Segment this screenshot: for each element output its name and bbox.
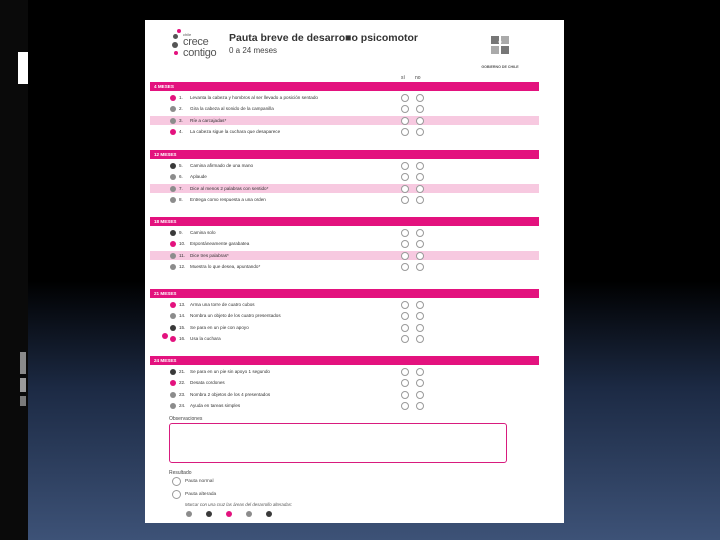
item-number: 5. [179, 162, 183, 168]
areas-note: Marcar con una cruz las áreas del desarrollo alteradas: [185, 502, 293, 507]
milestone-row [150, 367, 539, 376]
item-text: Ríe a carcajadas* [190, 117, 227, 123]
option-normal-label: Pauta normal [185, 479, 214, 484]
item-text: Arma una torre de cuatro cubos [190, 301, 255, 307]
item-text: Levanta la cabeza y hombros al ser llevado a posición sentado [190, 94, 318, 100]
milestone-row [150, 323, 539, 332]
item-text: Camina afirmado de una mano [190, 162, 254, 168]
answer-si-radio[interactable] [401, 185, 409, 193]
answer-no-radio[interactable] [416, 312, 424, 320]
answer-si-radio[interactable] [401, 128, 409, 136]
column-no-label: no [415, 75, 421, 81]
section-header: 4 MESES [150, 82, 539, 91]
milestone-row [150, 93, 539, 102]
item-number: 22. [179, 380, 186, 385]
milestone-row [150, 128, 539, 137]
item-text: Nombra 2 objetos de los 4 presentados [190, 391, 271, 397]
item-number: 1. [179, 94, 183, 100]
government-seal [480, 34, 520, 76]
area-icon [170, 106, 176, 112]
answer-si-radio[interactable] [401, 301, 409, 309]
milestone-row [150, 402, 539, 411]
answer-si-radio[interactable] [401, 391, 409, 399]
milestone-row [150, 161, 539, 170]
answer-no-radio[interactable] [416, 229, 424, 237]
answer-no-radio[interactable] [416, 196, 424, 204]
page-title: Pauta breve de desarro■o psicomotor [229, 32, 418, 44]
item-number: 16. [179, 336, 186, 341]
answer-si-radio[interactable] [401, 335, 409, 343]
observaciones-field[interactable] [169, 423, 507, 463]
answer-si-radio[interactable] [401, 379, 409, 387]
slide-accent-2 [20, 378, 26, 392]
milestone-row [150, 240, 539, 249]
item-number: 9. [179, 229, 183, 235]
area-icon [170, 174, 176, 180]
answer-no-radio[interactable] [416, 324, 424, 332]
area-icon [170, 197, 176, 203]
item-text: Entrega como respuesta a una orden [190, 197, 266, 202]
area-icon [170, 380, 176, 386]
area-icon [170, 186, 176, 192]
item-number: 12. [179, 264, 186, 269]
answer-si-radio[interactable] [401, 94, 409, 102]
answer-no-radio[interactable] [416, 128, 424, 136]
item-number: 21. [179, 368, 186, 374]
option-alterada-radio[interactable] [172, 490, 181, 499]
answer-no-radio[interactable] [416, 117, 424, 125]
item-number: 24. [179, 403, 186, 408]
answer-no-radio[interactable] [416, 301, 424, 309]
resultado-label: Resultado [169, 470, 192, 476]
area-icon [170, 264, 176, 270]
chile-crece-contigo-logo [171, 26, 229, 66]
legend-icon-5[interactable] [266, 511, 272, 517]
section-header: 21 MESES [150, 289, 539, 298]
slide-side-bar [0, 0, 28, 540]
answer-no-radio[interactable] [416, 391, 424, 399]
logo-small-text: chile [183, 32, 192, 37]
item-text: Gira la cabeza al sonido de la campanilla [190, 106, 274, 111]
item-number: 14. [179, 313, 186, 318]
answer-si-radio[interactable] [401, 105, 409, 113]
area-icon [170, 403, 176, 409]
item-text: Dice tres palabras* [190, 252, 229, 258]
area-icon [170, 129, 176, 135]
item-number: 11. [179, 252, 186, 258]
slide-accent-1 [20, 352, 26, 374]
section-header: 12 MESES [150, 150, 539, 159]
area-icon [170, 369, 176, 375]
slide-accent-3 [20, 396, 26, 406]
milestone-row [150, 390, 539, 399]
answer-si-radio[interactable] [401, 263, 409, 271]
item-text: Nombra un objeto de los cuatro presentados [190, 313, 281, 318]
logo-line-2: contigo [183, 47, 217, 59]
page-subtitle: 0 a 24 meses [229, 46, 278, 55]
answer-si-radio[interactable] [401, 117, 409, 125]
option-alterada-label: Pauta alterada [185, 492, 217, 497]
milestone-row [150, 228, 539, 237]
answer-no-radio[interactable] [416, 335, 424, 343]
answer-si-radio[interactable] [401, 240, 409, 248]
legend-icon-3[interactable] [226, 511, 232, 517]
answer-si-radio[interactable] [401, 252, 409, 260]
answer-si-radio[interactable] [401, 229, 409, 237]
item-text: Se para en un pie con apoyo [190, 324, 249, 330]
item-text: Camina solo [190, 229, 216, 235]
answer-no-radio[interactable] [416, 263, 424, 271]
answer-si-radio[interactable] [401, 312, 409, 320]
item-text: Ayuda en tareas simples [190, 403, 241, 408]
answer-no-radio[interactable] [416, 162, 424, 170]
answer-no-radio[interactable] [416, 240, 424, 248]
area-icon [170, 253, 176, 259]
item-number: 8. [179, 197, 183, 202]
item-text: Usa la cuchara [190, 336, 221, 341]
area-marker-icon [162, 333, 168, 339]
observaciones-label: Observaciones [169, 416, 203, 422]
item-number: 10. [179, 241, 186, 246]
item-number: 13. [179, 301, 186, 307]
document-page [145, 20, 564, 523]
milestone-row [150, 196, 539, 205]
legend-icon-4[interactable] [246, 511, 252, 517]
answer-si-radio[interactable] [401, 196, 409, 204]
item-text: Se para en un pie sin apoyo 1 segundo [190, 368, 270, 374]
milestone-row [150, 105, 539, 114]
answer-no-radio[interactable] [416, 252, 424, 260]
area-icon [170, 336, 176, 342]
item-number: 3. [179, 117, 183, 123]
area-icon [170, 302, 176, 308]
legend-icon-2[interactable] [206, 511, 212, 517]
item-text: Espontáneamente garabatea [190, 241, 250, 246]
slide-marker [18, 52, 28, 84]
milestone-row [150, 379, 539, 388]
area-icon [170, 392, 176, 398]
milestone-row [150, 335, 539, 344]
item-text: Desata cordones [190, 380, 225, 385]
legend-icon-1[interactable] [186, 511, 192, 517]
answer-no-radio[interactable] [416, 105, 424, 113]
item-number: 6. [179, 174, 183, 179]
item-text: Dice al menos 2 palabras con sentido* [190, 185, 269, 191]
area-icon [170, 313, 176, 319]
answer-no-radio[interactable] [416, 94, 424, 102]
area-icon [170, 325, 176, 331]
column-si-label: sí [401, 75, 405, 81]
area-icon [170, 118, 176, 124]
area-icon [170, 95, 176, 101]
answer-no-radio[interactable] [416, 402, 424, 410]
milestone-row [150, 300, 539, 309]
answer-si-radio[interactable] [401, 402, 409, 410]
item-number: 23. [179, 391, 186, 397]
answer-no-radio[interactable] [416, 173, 424, 181]
answer-si-radio[interactable] [401, 173, 409, 181]
milestone-row [150, 116, 539, 125]
milestone-row [150, 312, 539, 321]
milestone-row [150, 251, 539, 260]
option-normal-radio[interactable] [172, 477, 181, 486]
milestone-row [150, 173, 539, 182]
item-text: La cabeza sigue la cuchara que desaparece [190, 129, 281, 134]
milestone-row [150, 263, 539, 272]
seal-icon [489, 34, 511, 56]
section-header: 24 MESES [150, 356, 539, 365]
answer-no-radio[interactable] [416, 368, 424, 376]
answer-no-radio[interactable] [416, 379, 424, 387]
area-icon [170, 230, 176, 236]
area-icon [170, 163, 176, 169]
section-header: 18 MESES [150, 217, 539, 226]
answer-si-radio[interactable] [401, 368, 409, 376]
area-icon [170, 241, 176, 247]
milestone-row [150, 184, 539, 193]
item-text: Aplaude [190, 174, 207, 179]
logo-line-1: crece [183, 36, 209, 48]
item-number: 4. [179, 129, 183, 134]
item-number: 2. [179, 106, 183, 111]
answer-no-radio[interactable] [416, 185, 424, 193]
item-number: 7. [179, 185, 183, 191]
answer-si-radio[interactable] [401, 324, 409, 332]
item-text: Muestra lo que desea, apuntando* [190, 264, 261, 269]
government-label: GOBIERNO DE CHILE [481, 65, 519, 69]
answer-si-radio[interactable] [401, 162, 409, 170]
item-number: 15. [179, 324, 186, 330]
